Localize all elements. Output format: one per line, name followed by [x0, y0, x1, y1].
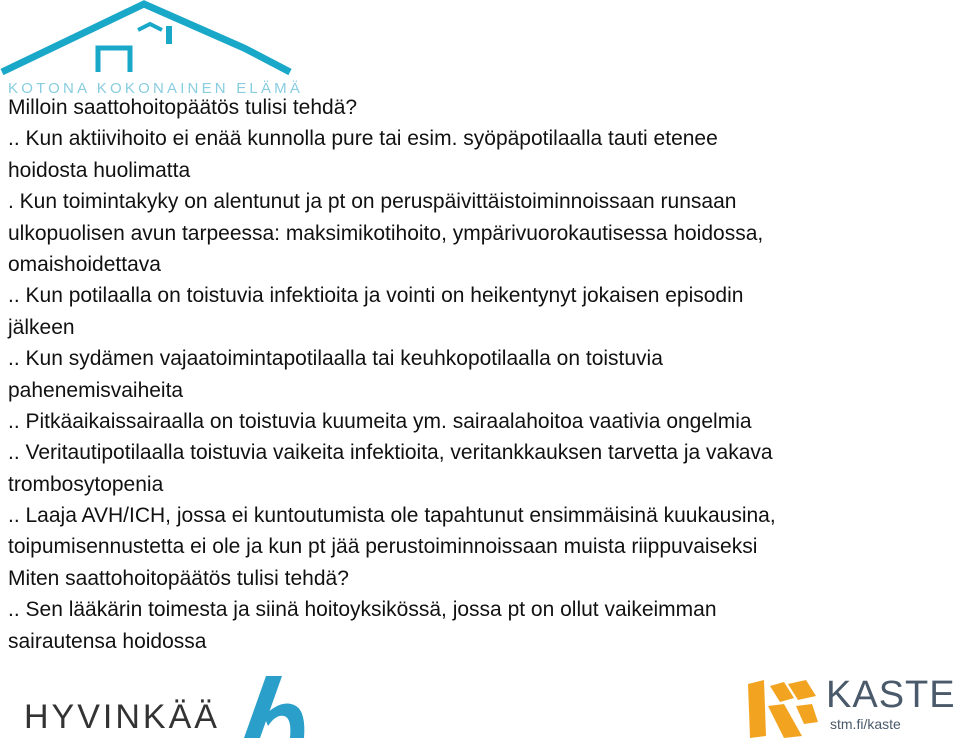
text-line: toipumisennustetta ei ole ja kun pt jää perustoiminnoissaan muista riippuvaiseksi — [8, 535, 758, 559]
text-line: sairautensa hoidossa — [8, 629, 207, 653]
house-logo-icon — [0, 0, 300, 82]
text-line: ulkopuolisen avun tarpeessa: maksimikotihoito, ympärivuorokautisessa hoidossa, — [8, 221, 764, 245]
hyvinkaa-logo-text: HYVINKÄÄ — [24, 698, 220, 736]
text-line: jälkeen — [8, 315, 75, 339]
text-line: pahenemisvaiheita — [8, 378, 184, 402]
text-line: .. Laaja AVH/ICH, jossa ei kuntoutumista ole tapahtunut ensimmäisinä kuukausina, — [8, 504, 776, 528]
kaste-logo-url: stm.fi/kaste — [830, 716, 901, 732]
text-line: .. Kun aktiivihoito ei enää kunnolla pure tai esim. syöpäpotilaalla tauti etenee — [8, 127, 718, 151]
kaste-stripes-icon — [744, 676, 820, 740]
text-line: .. Veritautipotilaalla toistuvia vaikeita infektioita, veritankkauksen tarvetta ja vakava — [8, 441, 773, 465]
header-logo — [0, 0, 304, 100]
text-line: .. Kun potilaalla on toistuvia infektioita ja vointi on heikentynyt jokaisen episodin — [8, 284, 744, 308]
header-tagline: KOTONA KOKONAINEN ELÄMÄ — [8, 80, 304, 97]
hyvinkaa-logo — [24, 676, 314, 746]
text-line: . Kun toimintakyky on alentunut ja pt on peruspäivittäistoiminnoissaan runsaan — [8, 190, 737, 214]
text-line: .. Kun sydämen vajaatoimintapotilaalla tai keuhkopotilaalla on toistuvia — [8, 347, 663, 371]
text-line: omaishoidettava — [8, 252, 161, 276]
kaste-logo — [744, 676, 960, 743]
hyvinkaa-h-icon — [242, 676, 318, 738]
text-line: Miten saattohoitopäätös tulisi tehdä? — [8, 566, 349, 590]
text-line: trombosytopenia — [8, 472, 164, 496]
text-line: .. Sen lääkärin toimesta ja siinä hoitoyksikössä, jossa pt on ollut vaikeimman — [8, 598, 717, 622]
kaste-logo-text: KASTE — [826, 674, 956, 716]
text-line: Milloin saattohoitopäätös tulisi tehdä? — [8, 96, 358, 119]
text-line: .. Pitkäaikaissairaalla on toistuvia kuumeita ym. sairaalahoitoa vaativia ongelmia — [8, 409, 752, 433]
text-line: hoidosta huolimatta — [8, 158, 191, 182]
slide-content — [8, 92, 948, 657]
